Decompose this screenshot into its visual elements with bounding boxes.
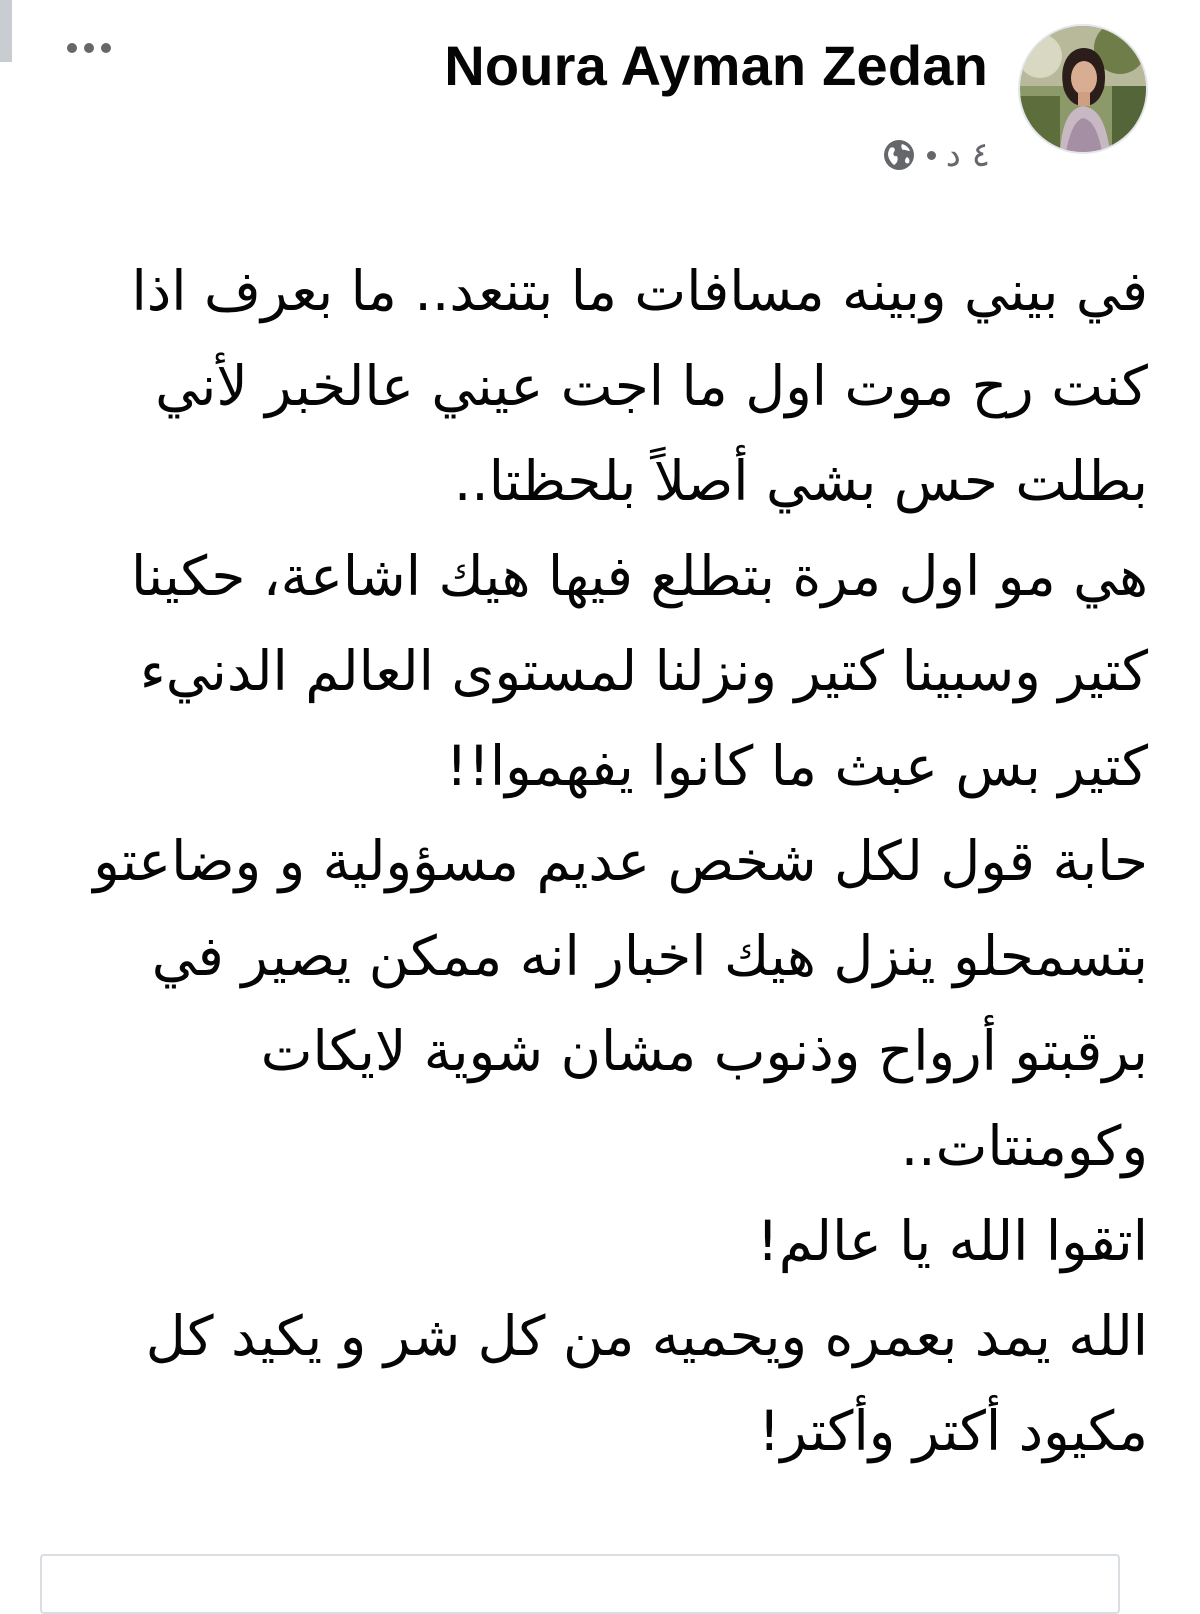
more-dot	[67, 43, 77, 53]
more-dot	[101, 43, 111, 53]
avatar-photo	[1020, 26, 1146, 152]
avatar[interactable]	[1018, 24, 1148, 154]
left-scroll-edge	[0, 0, 12, 62]
globe-icon	[881, 137, 917, 173]
post-timestamp[interactable]: ٤ د	[945, 135, 990, 175]
separator-dot	[927, 151, 936, 160]
post-paragraph: حابة قول لكل شخص عديم مسؤولية و وضاعتو بتسمحلو ينزل هيك اخبار انه ممكن يصير في برقبتو أرواح وذنوب مشان شوية لايكات وكومنتات..	[93, 829, 1148, 1178]
post-paragraph: اتقوا الله يا عالم!	[756, 1209, 1148, 1273]
post-meta	[881, 133, 990, 177]
post-paragraph: هي مو اول مرة بتطلع فيها هيك اشاعة، حكينا كتير وسبينا كتير ونزلنا لمستوى العالم الدنيء كتير بس عبث ما كانوا يفهموا!!	[131, 544, 1148, 798]
more-options-button[interactable]	[58, 34, 120, 62]
post-text	[58, 244, 1148, 1479]
author-name[interactable]: Noura Ayman Zedan	[444, 34, 988, 97]
post-paragraph: في بيني وبينه مسافات ما بتنعد.. ما بعرف اذا كنت رح موت اول ما اجت عيني عالخبر لأني بطلت حس بشي أصلاً بلحظتا..	[131, 259, 1148, 513]
post-paragraph: الله يمد بعمره ويحميه من كل شر و يكيد كل مكيود أكتر وأكتر!	[145, 1304, 1148, 1463]
more-dot	[84, 43, 94, 53]
link-preview-frame	[40, 1554, 1120, 1614]
